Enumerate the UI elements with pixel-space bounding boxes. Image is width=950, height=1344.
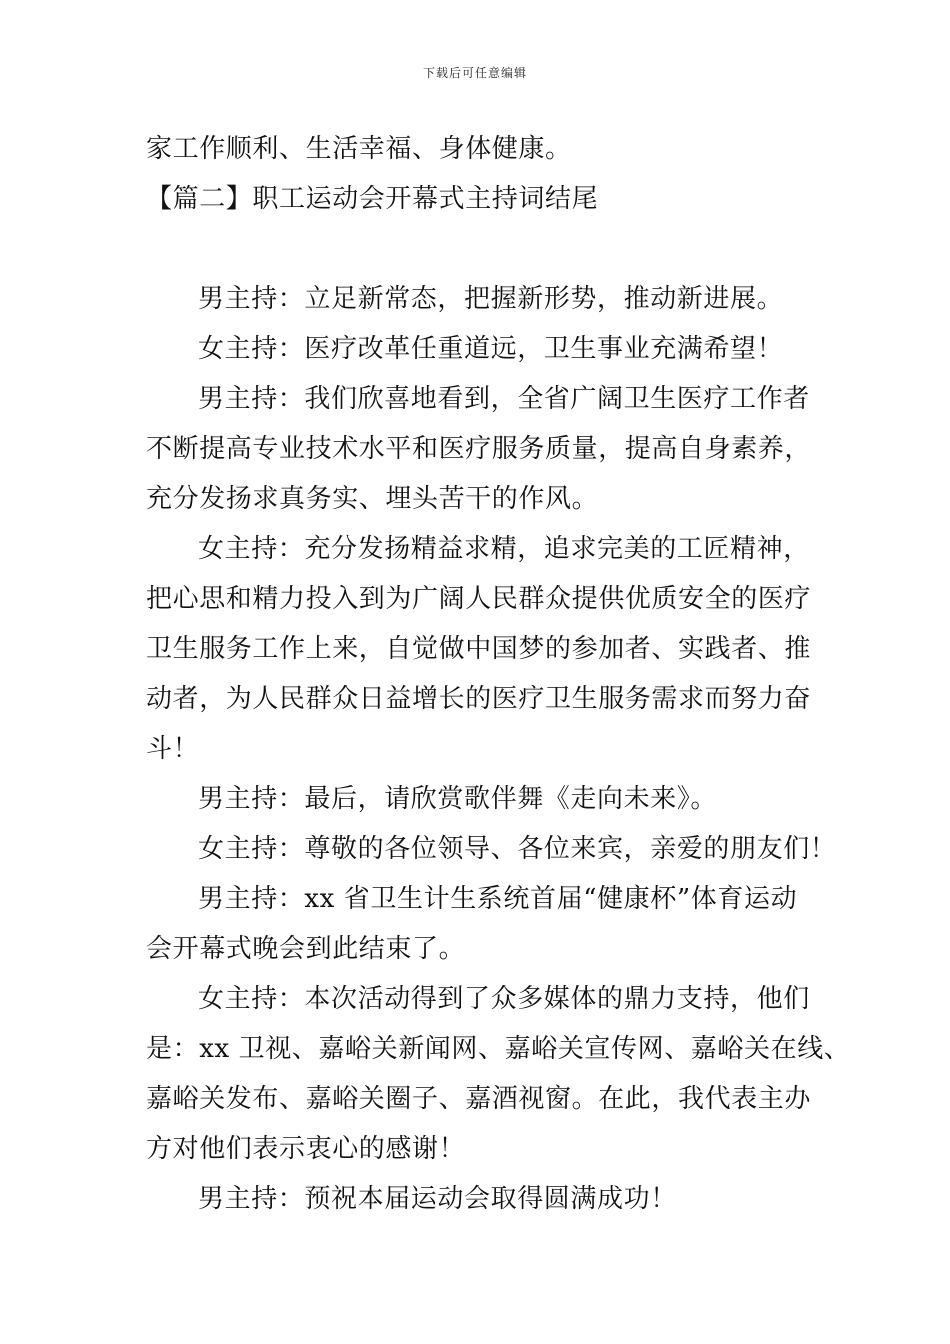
text-line: 男主持：立足新常态，把握新形势，推动新进展。 [198,284,784,314]
text-line: 斗！ [146,734,200,764]
text-line: 不断提高专业技术水平和医疗服务质量，提高自身素养， [146,434,812,464]
text-line: 嘉峪关发布、嘉峪关圈子、嘉酒视窗。在此，我代表主办 [146,1084,812,1114]
text-line: 充分发扬求真务实、埋头苦干的作风。 [146,484,599,514]
text-line: 女主持：医疗改革任重道远，卫生事业充满希望！ [198,334,784,364]
text-line: 男主持：最后，请欣赏歌伴舞《走向未来》。 [198,784,718,814]
text-line: 会开幕式晚会到此结束了。 [146,934,466,964]
text-line: 把心思和精力投入到为广阔人民群众提供优质安全的医疗 [146,584,812,614]
text-line: 是：xx 卫视、嘉峪关新闻网、嘉峪关宣传网、嘉峪关在线、 [146,1034,851,1064]
text-line: 女主持：本次活动得到了众多媒体的鼎力支持，他们 [198,984,810,1014]
text-line: 女主持：充分发扬精益求精，追求完美的工匠精神， [198,534,810,564]
text-line: 动者，为人民群众日益增长的医疗卫生服务需求而努力奋 [146,684,812,714]
text-line: 家工作顺利、生活幸福、身体健康。 [146,134,572,164]
text-line: 女主持：尊敬的各位领导、各位来宾，亲爱的朋友们！ [198,834,837,864]
text-line: 男主持：xx 省卫生计生系统首届“健康杯”体育运动 [198,884,798,914]
text-line: 男主持：我们欣喜地看到，全省广阔卫生医疗工作者 [198,384,810,414]
text-line: 男主持：预祝本届运动会取得圆满成功！ [198,1184,677,1214]
section-title: 【篇二】职工运动会开幕式主持词结尾 [146,184,599,214]
text-line: 卫生服务工作上来，自觉做中国梦的参加者、实践者、推 [146,634,812,664]
text-line: 方对他们表示衷心的感谢！ [146,1134,466,1164]
page-header: 下载后可任意编辑 [422,66,527,80]
